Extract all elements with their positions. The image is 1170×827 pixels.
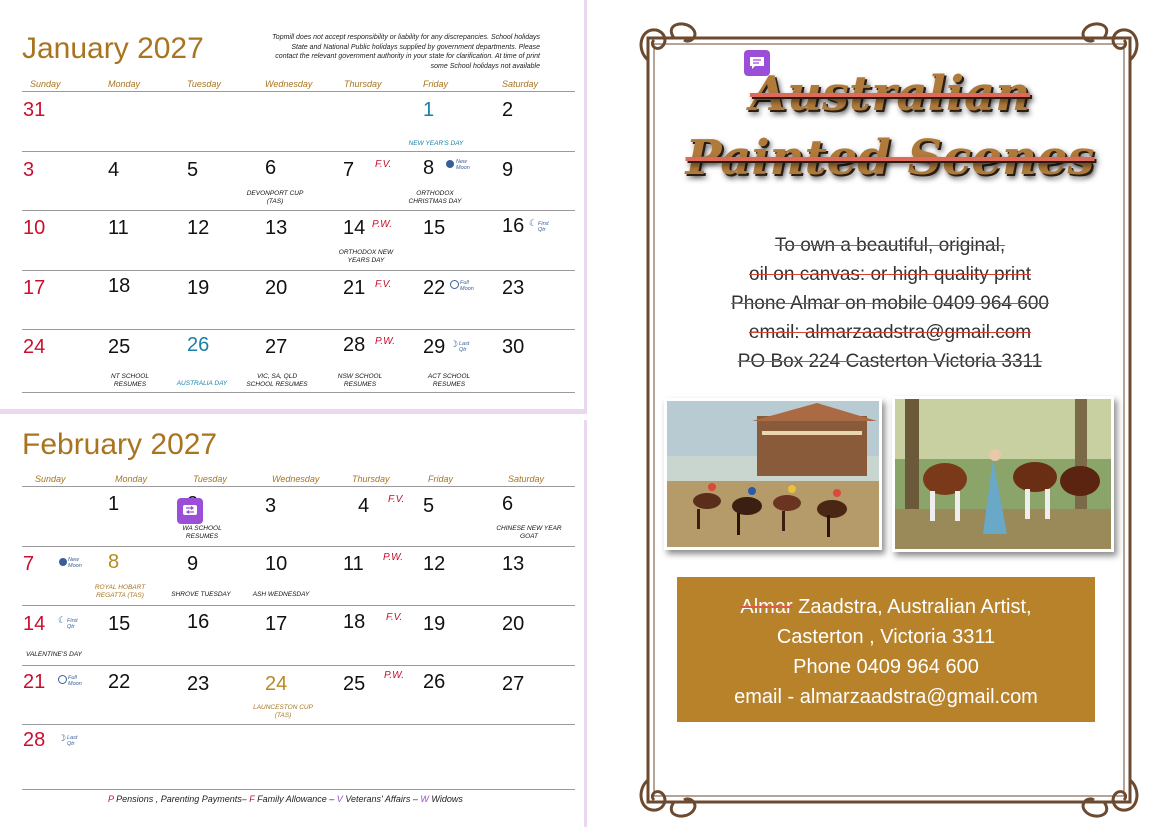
day-number: 5 xyxy=(423,495,435,517)
moon-label: New Moon xyxy=(456,159,470,171)
grid-line xyxy=(22,270,575,271)
event-label: ORTHODOX NEW YEARS DAY xyxy=(338,249,394,264)
event-label: VIC, SA, QLD SCHOOL RESUMES xyxy=(246,373,308,388)
day-number: 12 xyxy=(423,553,446,575)
day-number: 12 xyxy=(187,217,210,239)
event-label: NEW YEAR'S DAY xyxy=(408,140,464,147)
day-number: 15 xyxy=(108,613,131,635)
day-number: 3 xyxy=(23,159,35,181)
day-number: 21 xyxy=(23,671,46,693)
january-title: January 2027 xyxy=(22,32,204,65)
day-number: 7 xyxy=(343,159,355,181)
payment-legend: P Pensions , Parenting Payments– F Family Allowance – V Veterans' Affairs – W Widows xyxy=(108,794,463,804)
day-number: 19 xyxy=(187,277,210,299)
dow-tuesday: Tuesday xyxy=(193,474,227,484)
moon-label: First Qtr xyxy=(67,618,78,630)
payment-code: F.V. xyxy=(375,159,392,170)
dow-saturday: Saturday xyxy=(502,79,539,89)
day-number: 4 xyxy=(108,159,120,181)
day-number: 29 xyxy=(423,336,446,358)
day-number: 10 xyxy=(265,553,288,575)
page-gutter xyxy=(584,420,587,827)
day-number: 11 xyxy=(108,217,129,239)
grid-line xyxy=(22,151,575,152)
grid-line xyxy=(22,605,575,606)
day-number: 20 xyxy=(265,277,288,299)
full-moon-icon xyxy=(450,280,459,289)
day-number: 24 xyxy=(265,673,288,695)
contact-line-4: email - almarzaadstra@gmail.com xyxy=(734,686,1038,708)
payment-code: F.V. xyxy=(388,494,405,505)
day-number: 24 xyxy=(23,336,46,358)
day-number: 16 xyxy=(187,611,210,633)
day-number: 10 xyxy=(23,217,46,239)
day-number: 13 xyxy=(502,553,525,575)
ad-text-block xyxy=(670,231,1110,376)
day-number: 1 xyxy=(108,493,120,515)
day-number: 22 xyxy=(423,277,446,299)
day-number: 27 xyxy=(502,673,525,695)
day-number: 6 xyxy=(502,493,514,515)
day-number: 15 xyxy=(423,217,446,239)
dow-saturday: Saturday xyxy=(508,474,545,484)
event-label: ACT SCHOOL RESUMES xyxy=(427,373,471,388)
moon-label: Full Moon xyxy=(68,675,82,687)
day-number: 14 xyxy=(23,613,46,635)
moon-label: First Qtr xyxy=(538,221,549,233)
disclaimer: Topmill does not accept responsibility or liability for any discrepancies. School holidays State and National Public holidays supplied by government departments. Please contact the relevant government authority in your state for clarification. At time of print some School holidays not available xyxy=(272,34,540,70)
moon-label: Full Moon xyxy=(460,280,474,292)
event-label: VALENTINE'S DAY xyxy=(25,651,83,658)
day-number: 8 xyxy=(108,551,120,573)
day-number: 14 xyxy=(343,217,366,239)
dow-thursday: Thursday xyxy=(344,79,382,89)
day-number: 4 xyxy=(358,495,370,517)
day-number: 7 xyxy=(23,553,35,575)
event-label: CHINESE NEW YEAR GOAT xyxy=(496,525,562,540)
grid-line xyxy=(22,724,575,725)
day-number: 21 xyxy=(343,277,366,299)
payment-code: P.W. xyxy=(383,552,404,563)
payment-code: P.W. xyxy=(372,219,393,230)
dow-friday: Friday xyxy=(428,474,454,484)
day-number: 11 xyxy=(343,553,364,575)
payment-code: P.W. xyxy=(384,670,405,681)
grid-line xyxy=(22,486,575,487)
new-moon-icon xyxy=(446,160,454,168)
new-moon-icon xyxy=(59,558,67,566)
event-label: LAUNCESTON CUP (TAS) xyxy=(253,704,313,719)
grid-line xyxy=(22,665,575,666)
event-label: ASH WEDNESDAY xyxy=(252,591,310,598)
ad-line: oil on canvas: or high quality print xyxy=(749,264,1031,285)
day-number: 31 xyxy=(23,99,46,121)
day-number: 18 xyxy=(108,275,131,297)
event-label: WA SCHOOL RESUMES xyxy=(182,525,222,540)
grid-line xyxy=(22,392,575,393)
february-title: February 2027 xyxy=(22,428,218,461)
last-quarter-moon-icon: ☽ xyxy=(450,339,459,349)
day-number: 22 xyxy=(108,671,131,693)
day-number: 26 xyxy=(187,334,210,356)
event-label: NSW SCHOOL RESUMES xyxy=(337,373,383,388)
dow-tuesday: Tuesday xyxy=(187,79,221,89)
day-number: 25 xyxy=(108,336,131,358)
day-number: 16 xyxy=(502,215,525,237)
day-number: 3 xyxy=(265,495,277,517)
contact-line-2: Casterton , Victoria 3311 xyxy=(776,626,996,648)
day-number: 23 xyxy=(187,673,210,695)
day-number: 23 xyxy=(502,277,525,299)
ad-line: Phone Almar on mobile 0409 964 600 xyxy=(731,293,1049,314)
dow-sunday: Sunday xyxy=(30,79,61,89)
day-number: 20 xyxy=(502,613,525,635)
day-number: 18 xyxy=(343,611,366,633)
moon-label: Last Qtr xyxy=(67,735,78,747)
ad-title-line2: Painted Scenes xyxy=(685,130,1095,186)
page-gutter xyxy=(584,0,587,410)
grid-line xyxy=(22,210,575,211)
day-number: 28 xyxy=(343,334,366,356)
grid-line xyxy=(22,329,575,330)
day-number: 19 xyxy=(423,613,446,635)
day-number: 5 xyxy=(187,159,199,181)
ad-line: email: almarzaadstra@gmail.com xyxy=(748,322,1032,343)
contact-line-3: Phone 0409 964 600 xyxy=(793,656,979,678)
ad-title-line1: Australian xyxy=(749,66,1031,122)
day-number: 8 xyxy=(423,157,435,179)
day-number: 25 xyxy=(343,673,366,695)
first-quarter-moon-icon: ☾ xyxy=(529,218,538,228)
dow-wednesday: Wednesday xyxy=(265,79,313,89)
event-label: ROYAL HOBART REGATTA (TAS) xyxy=(94,584,146,599)
grid-line xyxy=(22,91,575,92)
dow-monday: Monday xyxy=(108,79,141,89)
day-number: 17 xyxy=(265,613,288,635)
dow-wednesday: Wednesday xyxy=(272,474,320,484)
payment-code: F.V. xyxy=(386,612,403,623)
dow-sunday: Sunday xyxy=(35,474,66,484)
day-number: 9 xyxy=(187,553,199,575)
day-number: 27 xyxy=(265,336,288,358)
event-label: DEVONPORT CUP (TAS) xyxy=(246,190,304,205)
ad-line: PO Box 224 Casterton Victoria 3311 xyxy=(737,351,1043,372)
day-number: 6 xyxy=(265,157,277,179)
dow-friday: Friday xyxy=(423,79,449,89)
ad-title xyxy=(680,62,1100,190)
month-divider xyxy=(0,409,587,414)
ad-line: To own a beautiful, original, xyxy=(774,235,1006,256)
payment-code: P.W. xyxy=(375,336,396,347)
payment-code: F.V. xyxy=(375,279,392,290)
painting-horse-race xyxy=(664,398,882,550)
event-label: ORTHODOX CHRISTMAS DAY xyxy=(408,190,462,205)
painting-clydesdales xyxy=(892,396,1114,552)
day-number: 9 xyxy=(502,159,514,181)
full-moon-icon xyxy=(58,675,67,684)
moon-label: New Moon xyxy=(68,557,82,569)
contact-box xyxy=(677,577,1095,722)
event-label: SHROVE TUESDAY xyxy=(171,591,231,598)
day-number: 2 xyxy=(502,99,514,121)
day-number: 26 xyxy=(423,671,446,693)
event-label: AUSTRALIA DAY xyxy=(176,380,228,387)
grid-line xyxy=(22,789,575,790)
last-quarter-moon-icon: ☽ xyxy=(58,733,67,743)
first-quarter-moon-icon: ☾ xyxy=(58,615,67,625)
event-label: NT SCHOOL RESUMES xyxy=(111,373,149,388)
dow-monday: Monday xyxy=(115,474,148,484)
day-number: 1 xyxy=(423,99,435,121)
grid-line xyxy=(22,546,575,547)
moon-label: Last Qtr xyxy=(459,341,470,353)
day-number: 17 xyxy=(23,277,46,299)
dow-thursday: Thursday xyxy=(352,474,390,484)
day-number: 13 xyxy=(265,217,288,239)
contact-line-1: Almar Zaadstra, Australian Artist, xyxy=(740,596,1032,618)
day-number: 30 xyxy=(502,336,525,358)
chat-badge-icon[interactable] xyxy=(177,498,203,524)
day-number: 28 xyxy=(23,729,46,751)
